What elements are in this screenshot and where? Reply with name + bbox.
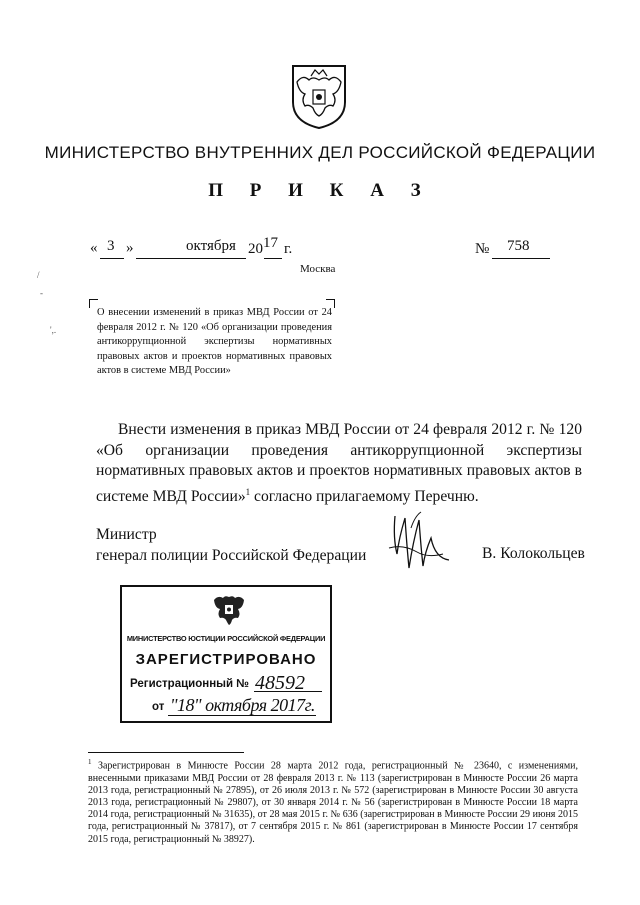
scan-mark: / xyxy=(37,270,40,280)
signatory-rank: генерал полиции Российской Федерации xyxy=(96,546,367,564)
document-type-title: П Р И К А З xyxy=(208,180,432,201)
stamp-registered: ЗАРЕГИСТРИРОВАНО xyxy=(135,651,317,668)
city-name: Москва xyxy=(300,263,336,275)
signatory-title: Министр xyxy=(96,526,157,543)
stamp-organization: МИНИСТЕРСТВО ЮСТИЦИИ РОССИЙСКОЙ ФЕДЕРАЦИИ xyxy=(126,634,326,643)
footnote xyxy=(88,756,578,846)
order-body xyxy=(96,420,582,507)
footnote-text: Зарегистрирован в Минюсте России 28 марта 2012 года, регистрационный № 23640, с изменениями, внесенными приказами МВД России от 28 февраля 2013 г. № 113 (зарегистрирован в Минюсте России 26 марта 2013 года, регистрационный № 27895), от 26 июля 2013 г. № 572 (зарегистрирован в Минюсте России 30 августа 2013 года, регистрационный № 29807), от 30 января 2014 г. № 56 (зарегистрирован в Минюсте России 18 марта 2014 года, регистрационный № 31635), от 28 мая 2015 г. № 636 (зарегистрирован в Минюсте России 29 июня 2015 года, регистрационный № 37817), от 7 сентября 2015 г. № 861 (зарегистрирован в Минюсте России 17 сентября 2015 года, регистрационный № 38927). xyxy=(88,760,578,845)
stamp-reg-number: 48592 xyxy=(255,672,305,694)
stamp-reg-number-label: Регистрационный № xyxy=(130,678,250,690)
footnote-divider xyxy=(88,752,244,753)
date-year-suffix: 17 xyxy=(263,235,278,251)
signatory-role xyxy=(96,525,366,566)
date-year-prefix: 20 xyxy=(248,241,263,257)
date-month: октября xyxy=(186,238,236,254)
registration-stamp xyxy=(120,585,332,723)
footnote-marker: 1 xyxy=(88,758,92,766)
scan-mark: - xyxy=(40,288,43,298)
date-close-quote: » xyxy=(126,240,134,256)
date-year-unit: г. xyxy=(284,241,293,257)
signatory-name: В. Колокольцев xyxy=(482,545,585,562)
order-body-tail: согласно прилагаемому Перечню. xyxy=(250,487,479,505)
handwritten-signature xyxy=(383,508,453,578)
ministry-name: МИНИСТЕРСТВО ВНУТРЕННИХ ДЕЛ РОССИЙСКОЙ ФЕДЕРАЦИИ xyxy=(44,143,596,162)
order-number-label: № xyxy=(475,241,490,257)
order-number: 758 xyxy=(507,238,530,254)
date-day: 3 xyxy=(107,238,115,254)
order-heading: О внесении изменений в приказ МВД России от 24 февраля 2012 г. № 120 «Об организации проведения антикоррупционной экспертизы нормативных правовых актов и проектов нормативных правовых актов в системе МВД России» xyxy=(97,307,332,376)
stamp-date-label: от xyxy=(152,701,165,713)
order-body-text: Внести изменения в приказ МВД России от 24 февраля 2012 г. № 120 «Об организации проведения антикоррупционной экспертизы нормативных правовых актов и проектов нормативных правовых актов в системе МВД России» xyxy=(96,421,582,505)
coat-of-arms-emblem xyxy=(289,62,349,130)
date-open-quote: « xyxy=(90,240,98,256)
date-number-row xyxy=(90,235,560,262)
stamp-date: "18" октября 2017г. xyxy=(170,695,315,715)
footnote-reference: 1 xyxy=(245,486,251,497)
scan-mark: ',. xyxy=(50,325,57,335)
stamp-emblem xyxy=(212,593,246,629)
